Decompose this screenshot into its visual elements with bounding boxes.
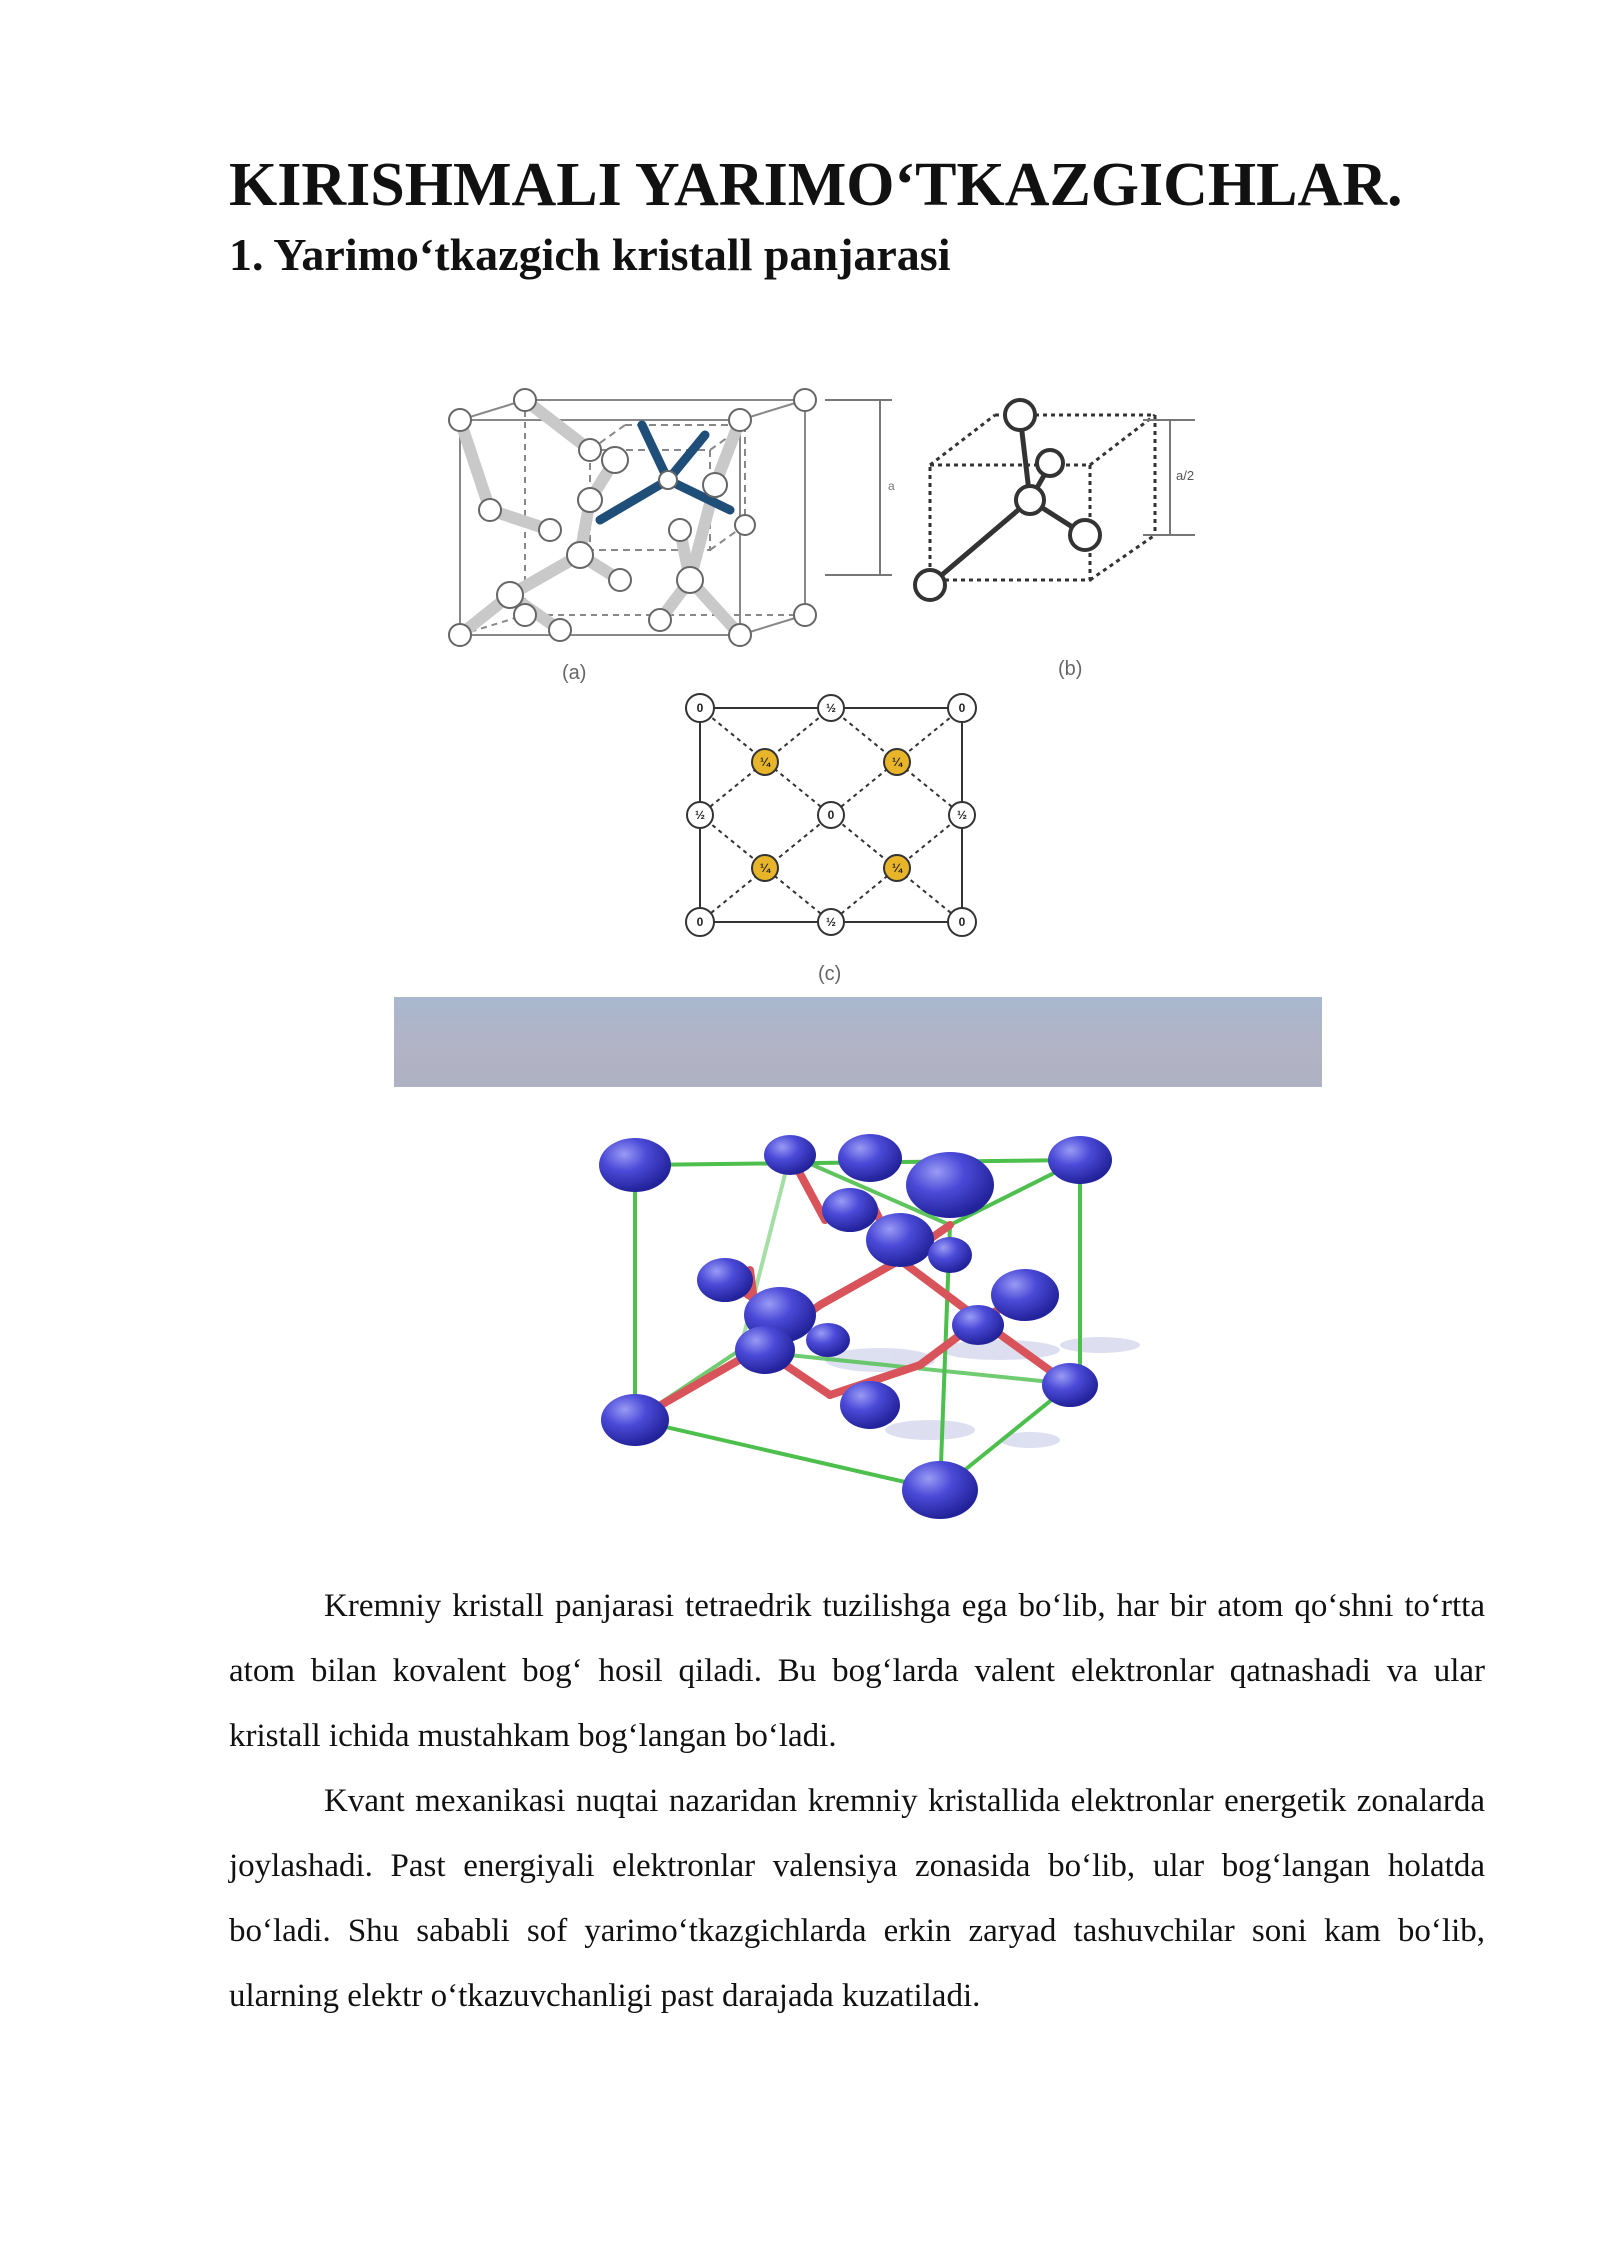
crystal-3d-model [580, 1110, 1200, 1540]
figure-a-diamond-lattice [430, 380, 910, 670]
grid-inner-label: ¼ [759, 861, 771, 875]
figure-c-projection [670, 690, 990, 945]
grid-corner-label: 0 [958, 915, 966, 929]
figure-b-caption: (b) [1058, 658, 1083, 680]
grid-edge-label: ½ [694, 808, 706, 822]
grid-inner-label: ¼ [759, 755, 771, 769]
dimension-half-label: a/2 [1176, 468, 1195, 483]
grid-edge-label: ½ [956, 808, 968, 822]
grid-corner-label: 0 [696, 701, 704, 715]
section-heading: 1. Yarimo‘tkazgich kristall panjarasi [229, 229, 951, 280]
image-banner [394, 997, 1322, 1087]
grid-inner-label: ¼ [891, 861, 903, 875]
grid-corner-label: 0 [958, 701, 966, 715]
figure-b-tetrahedron [900, 395, 1200, 610]
dimension-a-label: a [888, 479, 895, 493]
body-paragraph: Kremniy kristall panjarasi tetraedrik tuzilishga ega bo‘lib, har bir atom qo‘shni to‘rtta atom bilan kovalent bog‘ hosil qiladi. Bu bog‘larda valent elektronlar qatnashadi va ular kristall ichida mustahkam bog‘langan bo‘ladi. [229, 1588, 1485, 1754]
grid-corner-label: 0 [696, 915, 704, 929]
grid-edge-label: ½ [825, 915, 837, 929]
body-paragraph: Kvant mexanikasi nuqtai nazaridan kremniy kristallida elektronlar energetik zonalarda joylashadi. Past energiyali elektronlar valensiya zonasida bo‘lib, ular bog‘langan holatda bo‘ladi. Shu sababli sof yarimo‘tkazgichlarda erkin zaryad tashuvchilar soni kam bo‘lib, ularning elektr o‘tkazuvchanligi past darajada kuzatiladi. [229, 1783, 1485, 2014]
figure-c-caption: (c) [818, 963, 842, 985]
grid-edge-label: ½ [825, 701, 837, 715]
grid-inner-label: ¼ [891, 755, 903, 769]
figure-a-caption: (a) [562, 662, 587, 684]
page-title: KIRISHMALI YARIMO‘TKAZGICHLAR. [229, 151, 1403, 219]
grid-center-label: 0 [827, 808, 835, 822]
